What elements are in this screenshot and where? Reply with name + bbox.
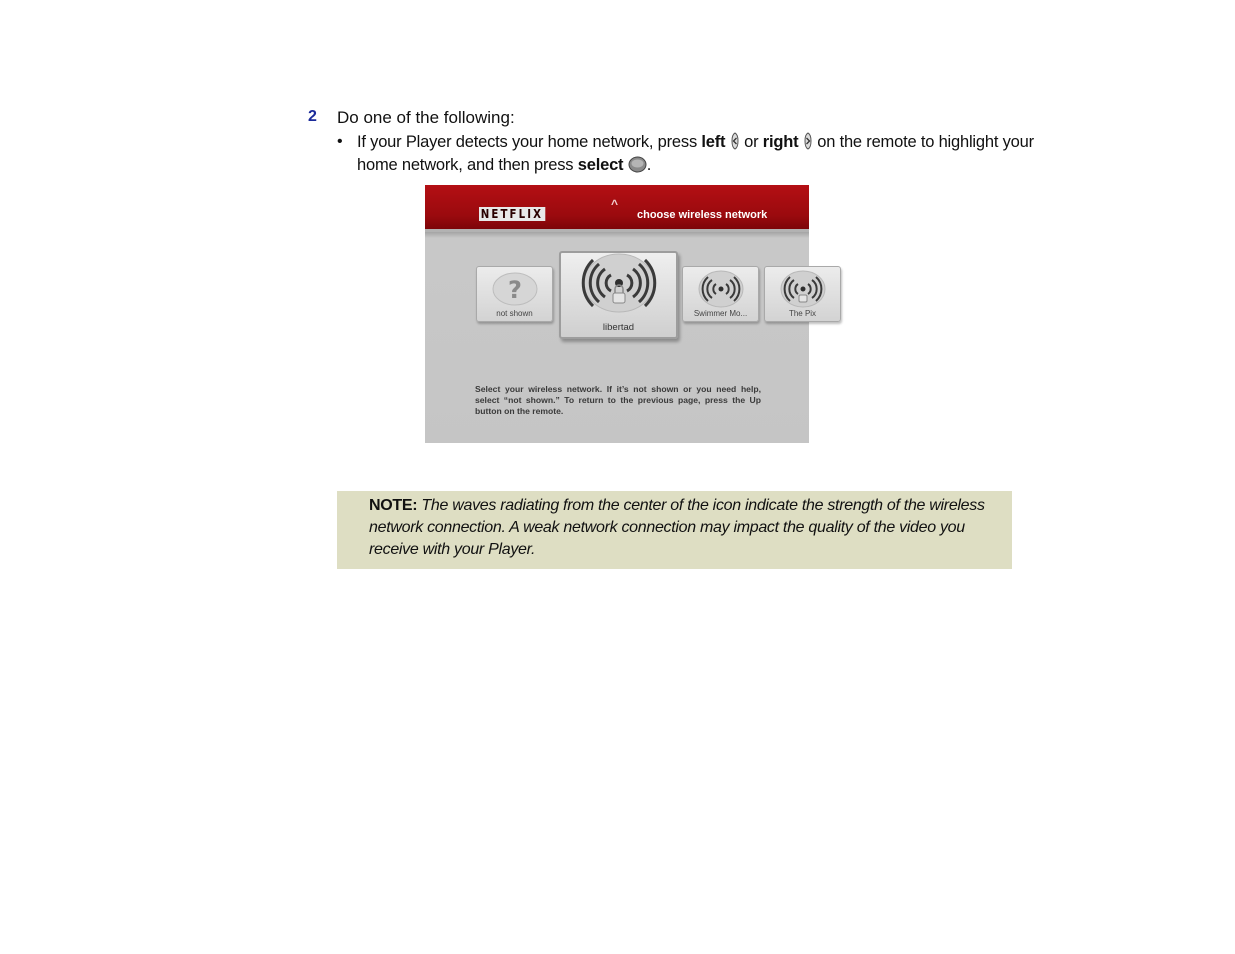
netflix-network-screenshot — [425, 185, 817, 443]
bullet-marker: • — [337, 133, 343, 150]
note-body: The waves radiating from the center of the icon indicate the strength of the wireless network connection. A weak network connection may impact the quality of the video you receive with your Player. — [369, 497, 985, 558]
tile-label: Swimmer Mo... — [693, 309, 748, 318]
header-shadow — [425, 232, 809, 238]
select-button-icon — [628, 156, 647, 178]
netflix-logo: NETFLIX — [480, 207, 544, 221]
network-tile-libertad[interactable] — [559, 251, 678, 339]
tile-label: not shown — [496, 309, 533, 318]
instruction-end: . — [646, 156, 652, 174]
network-tile-the-pix[interactable] — [764, 266, 841, 322]
network-tile-swimmer[interactable] — [682, 266, 759, 322]
note-box — [337, 491, 1012, 569]
instruction-text: If your Player detects your home network, press — [357, 133, 702, 151]
right-arrow-icon — [803, 132, 813, 155]
bullet-instruction — [357, 132, 1047, 178]
instruction-or: or — [739, 133, 763, 151]
wifi-signal-locked-icon — [583, 253, 655, 318]
tile-label: libertad — [602, 322, 635, 333]
step-number: 2 — [308, 108, 317, 125]
screenshot-header — [425, 185, 809, 232]
tile-label: The Pix — [788, 309, 817, 318]
question-icon — [492, 272, 538, 311]
instruction-text-2: on the remote to highlight your home network, and then press — [357, 133, 1034, 174]
right-key-label: right — [762, 133, 799, 151]
screenshot-title: choose wireless network — [637, 209, 768, 221]
wifi-signal-locked-icon — [780, 270, 826, 313]
screenshot-help-text: Select your wireless network. If it’s not shown or you need help, select “not shown.” To return to the previous page, press the Up button on the remote. — [475, 384, 761, 416]
left-key-label: left — [701, 133, 726, 151]
step-text: Do one of the following: — [337, 108, 515, 127]
network-tile-not-shown[interactable] — [476, 266, 553, 322]
up-caret-icon: ^ — [611, 197, 619, 211]
svg-text:?: ? — [507, 276, 522, 304]
select-key-label: select — [577, 156, 624, 174]
wifi-signal-icon — [698, 270, 744, 313]
note-text — [369, 495, 997, 561]
left-arrow-icon — [730, 132, 740, 155]
note-label: NOTE: — [369, 497, 418, 514]
